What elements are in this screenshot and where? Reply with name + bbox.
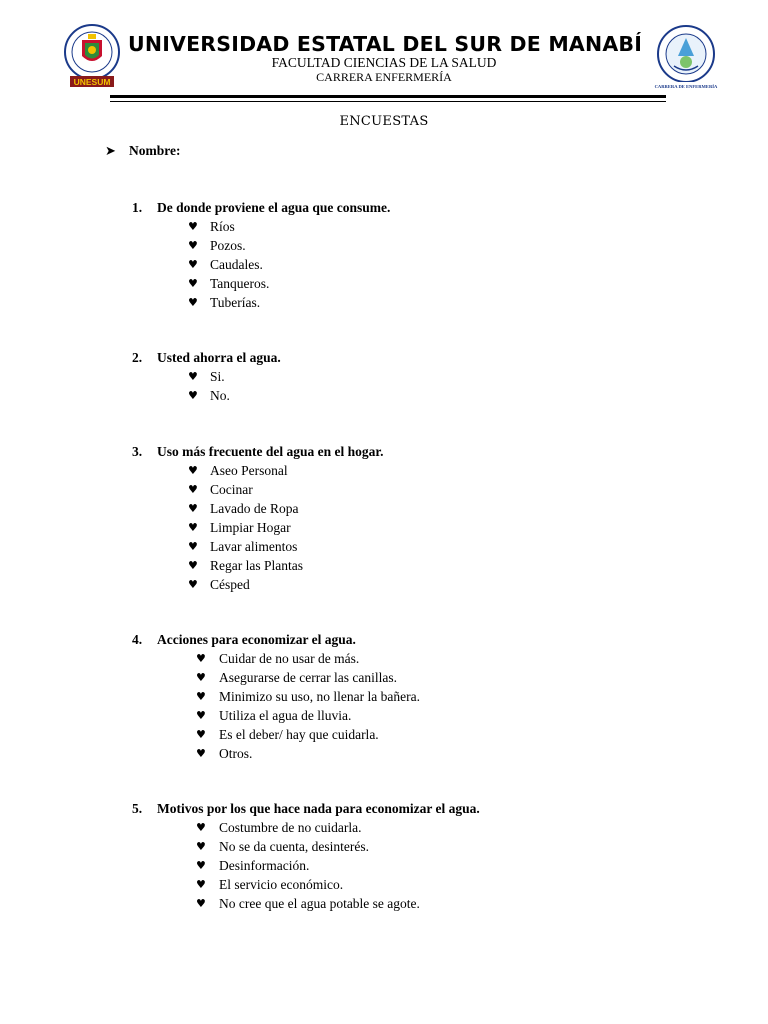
- option-item: [132, 556, 384, 575]
- heart-bullet-icon: ♥: [188, 483, 198, 496]
- question-number: 3.: [132, 444, 143, 459]
- question-text: De donde proviene el agua que consume.: [157, 200, 391, 215]
- heart-bullet-icon: ♥: [188, 296, 198, 309]
- name-label: Nombre:: [129, 143, 181, 158]
- question-text: Acciones para economizar el agua.: [157, 632, 356, 647]
- heart-bullet-icon: ♥: [188, 239, 198, 252]
- option-item: [132, 856, 480, 875]
- question-4: [132, 630, 420, 763]
- header-divider-thin: [110, 101, 666, 102]
- option-item: [132, 367, 281, 386]
- option-item: [132, 744, 356, 763]
- heart-bullet-icon: ♥: [188, 540, 198, 553]
- heart-bullet-icon: ♥: [188, 559, 198, 572]
- option-label: Regar las Plantas: [210, 558, 303, 573]
- arrow-bullet-icon: ➤: [105, 144, 116, 159]
- option-item: [132, 217, 390, 236]
- option-label: Otros.: [219, 746, 253, 761]
- option-item: [132, 518, 384, 537]
- option-item: [132, 875, 480, 894]
- option-label: Costumbre de no cuidarla.: [219, 820, 362, 835]
- option-item: [132, 386, 281, 405]
- heart-bullet-icon: ♥: [196, 690, 206, 703]
- unesum-logo-text: UNESUM: [73, 77, 111, 87]
- option-label: Es el deber/ hay que cuidarla.: [219, 727, 379, 742]
- option-label: Caudales.: [210, 257, 263, 272]
- option-label: Tanqueros.: [210, 276, 270, 291]
- heart-bullet-icon: ♥: [196, 821, 206, 834]
- option-item: [132, 255, 390, 274]
- university-name: UNIVERSIDAD ESTATAL DEL SUR DE MANABÍ: [128, 32, 643, 56]
- option-item: [132, 894, 480, 913]
- heart-bullet-icon: ♥: [188, 370, 198, 383]
- option-item: [132, 575, 384, 594]
- nursing-seal-logo: [654, 22, 718, 92]
- question-2: [132, 348, 281, 405]
- option-item: [132, 274, 390, 293]
- heart-bullet-icon: ♥: [196, 840, 206, 853]
- nursing-logo-text: CARRERA DE ENFERMERÍA: [654, 84, 718, 89]
- heart-bullet-icon: ♥: [188, 578, 198, 591]
- option-label: No cree que el agua potable se agote.: [219, 896, 420, 911]
- name-row: [105, 143, 181, 159]
- question-5: [132, 799, 480, 913]
- option-label: Desinformación.: [219, 858, 310, 873]
- option-label: Ríos: [210, 219, 235, 234]
- option-label: Aseo Personal: [210, 463, 288, 478]
- question-text: Motivos por los que hace nada para economizar el agua.: [157, 801, 480, 816]
- heart-bullet-icon: ♥: [196, 728, 206, 741]
- option-item: [132, 480, 384, 499]
- heart-bullet-icon: ♥: [196, 652, 206, 665]
- question-number: 1.: [132, 200, 143, 215]
- faculty-name: FACULTAD CIENCIAS DE LA SALUD: [271, 55, 497, 70]
- question-number: 5.: [132, 801, 143, 816]
- heart-bullet-icon: ♥: [196, 709, 206, 722]
- option-label: No.: [210, 388, 230, 403]
- heart-bullet-icon: ♥: [196, 897, 206, 910]
- option-item: [132, 668, 398, 687]
- option-item: [132, 236, 390, 255]
- option-item: [132, 706, 356, 725]
- option-item: [132, 499, 384, 518]
- option-item: [132, 818, 480, 837]
- heart-bullet-icon: ♥: [188, 220, 198, 233]
- option-label: Si.: [210, 369, 225, 384]
- option-label: Limpiar Hogar: [210, 520, 291, 535]
- option-label: Cuidar de no usar de más.: [219, 651, 360, 666]
- option-item: [132, 725, 379, 744]
- university-seal-logo: [60, 22, 124, 92]
- question-text: Usted ahorra el agua.: [157, 350, 281, 365]
- option-label: Minimizo su uso, no llenar la bañera.: [219, 689, 420, 704]
- heart-bullet-icon: ♥: [196, 859, 206, 872]
- heart-bullet-icon: ♥: [188, 464, 198, 477]
- heart-bullet-icon: ♥: [196, 747, 206, 760]
- option-item: [132, 461, 384, 480]
- heart-bullet-icon: ♥: [196, 671, 206, 684]
- heart-bullet-icon: ♥: [188, 389, 198, 402]
- option-item: [132, 687, 420, 706]
- heart-bullet-icon: ♥: [196, 878, 206, 891]
- header-divider-thick: [110, 95, 666, 98]
- career-name: CARRERA ENFERMERÍA: [316, 70, 452, 84]
- question-1: [132, 198, 390, 312]
- option-label: Tuberías.: [210, 295, 261, 310]
- option-label: El servicio económico.: [219, 877, 344, 892]
- option-label: Lavar alimentos: [210, 539, 298, 554]
- option-item: [132, 837, 480, 856]
- option-label: Césped: [210, 577, 250, 592]
- option-item: [132, 537, 384, 556]
- question-number: 2.: [132, 350, 143, 365]
- option-label: Lavado de Ropa: [210, 501, 299, 516]
- document-title: ENCUESTAS: [339, 114, 429, 129]
- option-label: No se da cuenta, desinterés.: [219, 839, 369, 854]
- heart-bullet-icon: ♥: [188, 277, 198, 290]
- question-3: [132, 442, 384, 594]
- heart-bullet-icon: ♥: [188, 258, 198, 271]
- option-item: [132, 649, 360, 668]
- question-number: 4.: [132, 632, 143, 647]
- heart-bullet-icon: ♥: [188, 521, 198, 534]
- option-label: Utiliza el agua de lluvia.: [219, 708, 352, 723]
- option-label: Pozos.: [210, 238, 246, 253]
- option-label: Asegurarse de cerrar las canillas.: [219, 670, 398, 685]
- option-item: [132, 293, 390, 312]
- option-label: Cocinar: [210, 482, 253, 497]
- heart-bullet-icon: ♥: [188, 502, 198, 515]
- question-text: Uso más frecuente del agua en el hogar.: [157, 444, 384, 459]
